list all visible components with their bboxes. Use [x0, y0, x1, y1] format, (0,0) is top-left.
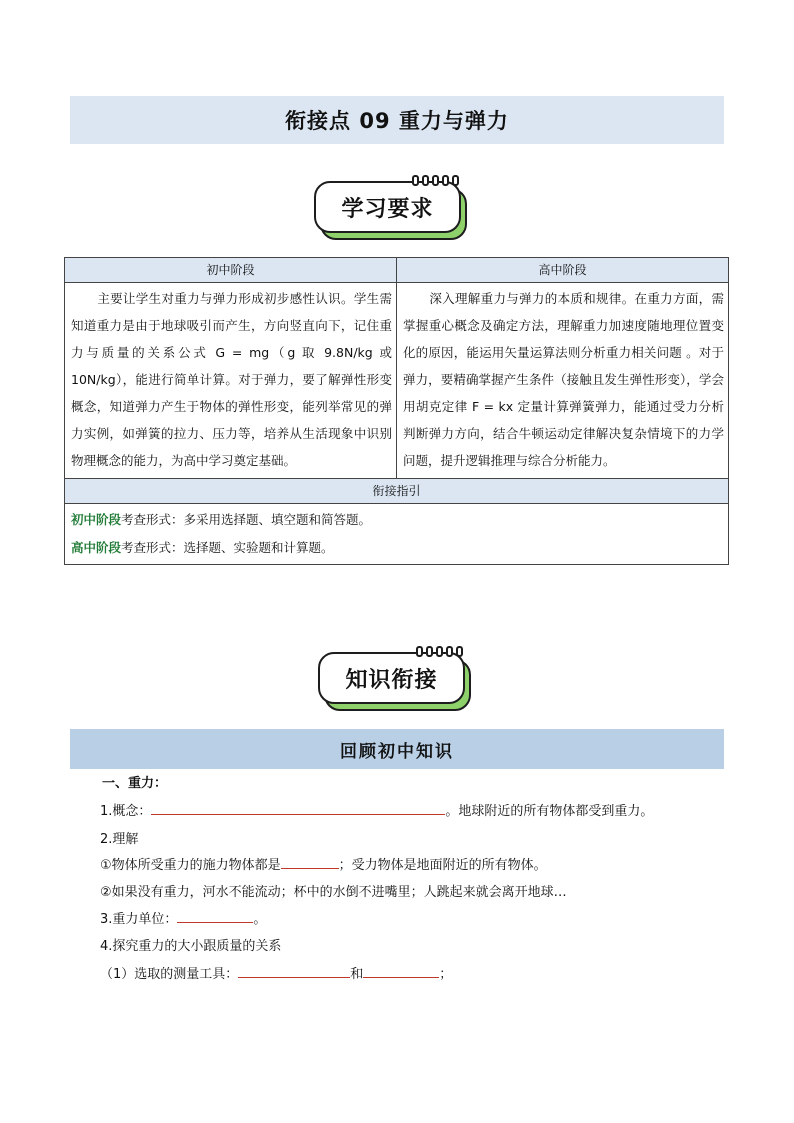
unit-blank[interactable] [177, 908, 253, 923]
senior-stage-text [397, 283, 729, 479]
page-title: 衔接点 09 重力与弹力 [70, 96, 724, 144]
junior-stage-text-content: 主要让学生对重力与弹力形成初步感性认识。学生需知道重力是由于地球吸引而产生，方向竖直向下，记住重力与质量的关系公式 G = mg（g 取 9.8N/kg 或 10N/kg），能进行简单计算。对于弹力，要了解弹性形变概念，知道弹力产生于物体的弹性形变，能列举常见的弹力实例，如弹簧的拉力、压力等，培养从生活现象中识别物理概念的能力，为高中学习奠定基础。 [71, 291, 392, 468]
tools-mid: 和 [350, 967, 364, 982]
heading-gravity: 一、重力： [102, 776, 168, 791]
item1-line [100, 854, 547, 873]
learning-requirements-badge [314, 181, 469, 241]
guide-header: 衔接指引 [65, 479, 729, 504]
badge-label: 知识衔接 [318, 652, 465, 704]
guide-text: 考查形式：多采用选择题、填空题和简答题。 [121, 512, 372, 527]
guide-stage-label: 高中阶段 [71, 540, 122, 555]
concept-blank[interactable] [151, 800, 445, 815]
item1-blank[interactable] [281, 854, 339, 869]
notebook-rings-icon [412, 175, 459, 186]
unit-prefix: 3.重力单位： [100, 912, 178, 927]
unit-suffix: 。 [253, 912, 267, 927]
requirements-table [64, 257, 729, 565]
guide-content [65, 504, 729, 565]
tools-suffix: ； [439, 967, 453, 982]
item1-suffix: ；受力物体是地面附近的所有物体。 [338, 858, 547, 873]
understand-heading: 2.理解 [100, 832, 139, 847]
tools-blank-2[interactable] [363, 963, 439, 978]
senior-stage-text-content: 深入理解重力与弹力的本质和规律。在重力方面，需掌握重心概念及确定方法，理解重力加速度随地理位置变化的原因，能运用矢量运算法则分析重力相关问题 。对于弹力，要精确掌握产生条件（接触且发生弹性形变），学会用胡克定律 F = kx 定量计算弹簧弹力，能通过受力分析判断弹力方向，结合牛顿运动定律解决复杂情境下的力学问题，提升逻辑推理与综合分析能力。 [403, 291, 724, 468]
knowledge-connection-badge [318, 652, 473, 712]
guide-text: 考查形式：选择题、实验题和计算题。 [121, 540, 334, 555]
concept-suffix: 。地球附近的所有物体都受到重力。 [445, 804, 654, 819]
senior-stage-header: 高中阶段 [397, 258, 729, 283]
concept-prefix: 1.概念： [100, 804, 152, 819]
item1-prefix: ①物体所受重力的施力物体都是 [100, 858, 281, 873]
concept-line [100, 800, 653, 819]
tools-line [100, 963, 452, 982]
explore-line: 4.探究重力的大小跟质量的关系 [100, 939, 282, 954]
section-title: 回顾初中知识 [70, 729, 724, 769]
tools-blank-1[interactable] [238, 963, 350, 978]
item2-line: ②如果没有重力，河水不能流动；杯中的水倒不进嘴里；人跳起来就会离开地球… [100, 885, 567, 900]
guide-stage-label: 初中阶段 [71, 512, 122, 527]
tools-prefix: （1）选取的测量工具： [100, 967, 239, 982]
guide-row-junior [71, 506, 722, 534]
unit-line [100, 908, 266, 927]
junior-stage-text [65, 283, 397, 479]
notebook-rings-icon [416, 646, 463, 657]
badge-label: 学习要求 [314, 181, 461, 233]
guide-row-senior [71, 534, 722, 562]
junior-stage-header: 初中阶段 [65, 258, 397, 283]
